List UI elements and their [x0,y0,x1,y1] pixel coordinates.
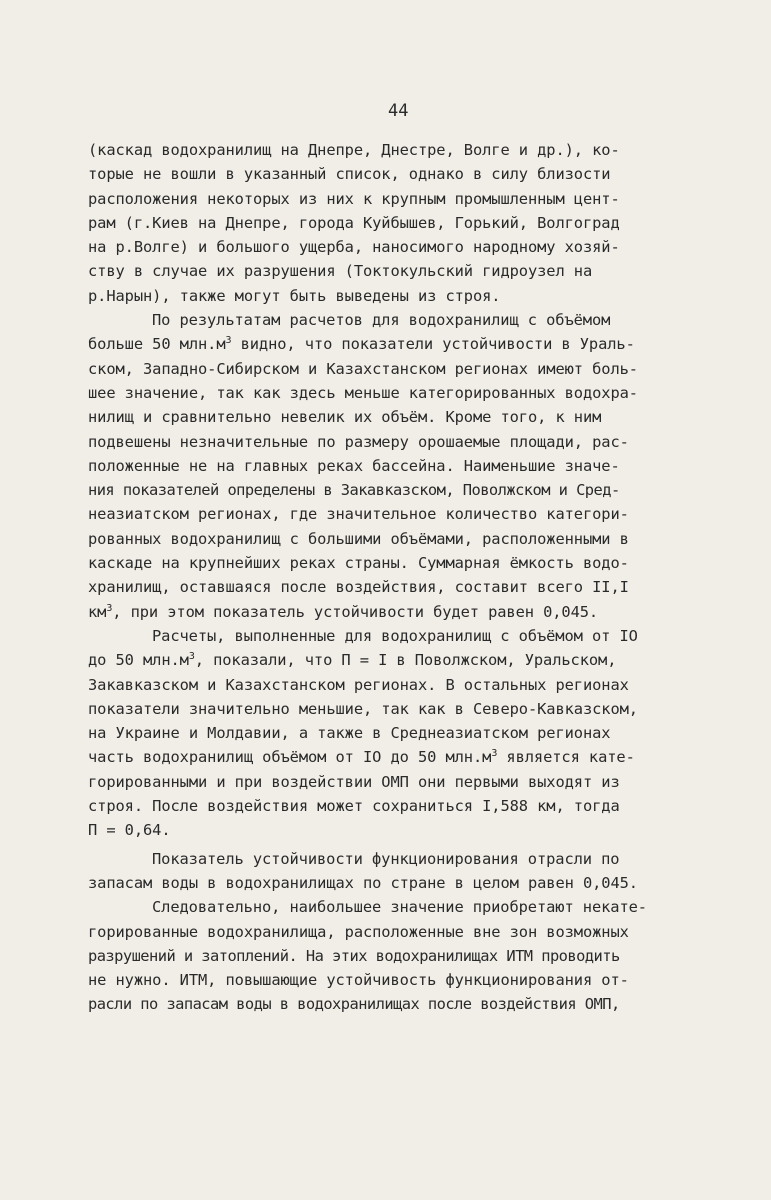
text-line: Показатель устойчивости функционирования отрасли по [152,849,620,868]
text-line: на Украине и Молдавии, а также в Среднеазиатском регионах [88,724,611,743]
text-line: П = 0,64. [88,821,171,840]
text-line: шее значение, так как здесь меньше категорированных водохра- [88,383,638,402]
text-line: Следовательно, наибольшее значение приобретают некате- [152,898,647,917]
text-line: ству в случае их разрушения (Токтокульский гидроузел на [88,262,593,281]
superscript: 3 [225,335,232,347]
body-text [88,138,708,1017]
text-fragment: км [88,602,107,621]
text-fragment: видно, что показатели устойчивости в Ураль- [240,335,635,354]
text-fragment: является кате- [506,748,635,767]
text-line: показатели значительно меньшие, так как в Северо-Кавказском, [88,699,638,718]
text-line: неазиатском регионах, где значительное количество категори- [88,505,629,524]
text-line: рованных водохранилищ с большими объёмами, расположенными в [88,529,629,548]
text-line: запасам воды в водохранилищах по стране в целом равен 0,045. [88,873,638,892]
text-line: По результатам расчетов для водохранилищ с объёмом [152,311,611,330]
text-fragment: до 50 млн.м [88,651,189,670]
text-line: ском, Западно-Сибирском и Казахстанском регионах имеют боль- [88,359,638,378]
text-fragment: , при этом показатель устойчивости будет равен 0,045. [112,602,599,621]
text-line: хранилищ, оставшаяся после воздействия, составит всего II,I [88,578,629,597]
text-line: нилищ и сравнительно невелик их объём. Кроме того, к ним [88,408,602,427]
text-line: торые не вошли в указанный список, однако в силу близости [88,165,611,184]
text-fragment: , показали, что П = I в Поволжском, Уральском, [194,651,617,670]
text-line: каскаде на крупнейших реках страны. Суммарная ёмкость водо- [88,554,629,573]
text-line: строя. После воздействия может сохраниться I,588 км, тогда [88,797,620,816]
page-number: 44 [388,101,409,121]
text-line [88,745,708,769]
text-fragment: больше 50 млн.м [88,335,226,354]
text-line: Расчеты, выполненные для водохранилищ с объёмом от IO [152,626,638,645]
text-fragment: часть водохранилищ объёмом от IO до 50 млн.м [88,748,492,767]
text-line: р.Нарын), также могут быть выведены из строя. [88,286,501,305]
text-line: на р.Волге) и большого ущерба, наносимого народному хозяй- [88,238,620,257]
text-line [88,600,708,624]
text-line: (каскад водохранилищ на Днепре, Днестре, Волге и др.), ко- [88,141,620,159]
text-line: расположения некоторых из них к крупным промышленным цент- [88,189,620,208]
superscript: 3 [491,748,498,760]
text-line: горированные водохранилища, расположенные вне зон возможных [88,922,629,941]
text-line [88,648,708,672]
text-line: горированными и при воздействии ОМП они первыми выходят из [88,772,620,791]
text-line: Закавказском и Казахстанском регионах. В остальных регионах [88,675,629,694]
superscript: 3 [106,602,113,614]
text-line: расли по запасам воды в водохранилищах после воздействия ОМП, [88,995,620,1014]
text-line: ния показателей определены в Закавказском, Поволжском и Сред- [88,481,620,500]
superscript: 3 [188,651,195,663]
text-line: разрушений и затоплений. На этих водохранилищах ИТМ проводить [88,946,620,965]
text-line: подвешены незначительные по размеру орошаемые площади, рас- [88,432,629,451]
text-line: рам (г.Киев на Днепре, города Куйбышев, Горький, Волгоград [88,213,620,232]
text-line: не нужно. ИТМ, повышающие устойчивость функционирования от- [88,971,629,990]
text-line: положенные не на главных реках бассейна. Наименьшие значе- [88,456,620,475]
text-line [88,332,708,356]
